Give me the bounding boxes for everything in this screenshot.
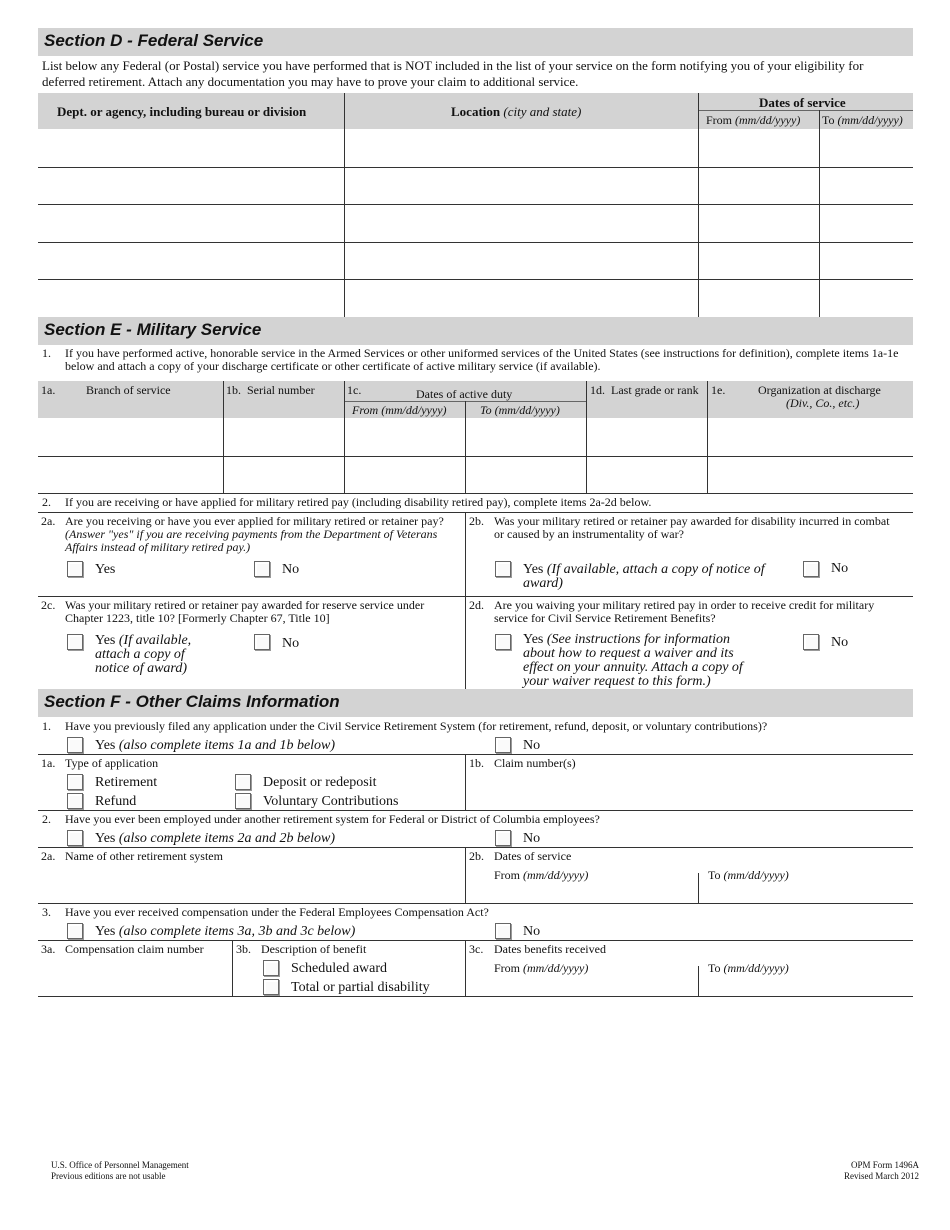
f-q2-number: 2. (42, 812, 51, 826)
federal-agency-input-3[interactable] (42, 210, 340, 238)
e-2b-no-label: No (831, 561, 849, 576)
f-q1-no-label: No (523, 738, 541, 753)
f-3c-label: Dates benefits received (494, 942, 606, 956)
f-2b-label: Dates of service (494, 849, 572, 863)
e-2a-no-label: No (282, 562, 300, 577)
military-serial-input-1[interactable] (227, 422, 340, 452)
f-q3-no-checkbox[interactable] (495, 923, 511, 939)
military-rank-input-2[interactable] (590, 460, 703, 490)
federal-to-input-4[interactable] (823, 247, 911, 275)
federal-location-input-5[interactable] (348, 284, 694, 312)
section-e-title: Section E - Military Service (44, 320, 262, 339)
military-from-input-1[interactable] (348, 422, 461, 452)
military-branch-input-1[interactable] (42, 422, 219, 452)
deposit-label: Deposit or redeposit (263, 775, 377, 790)
f-q2-yes-label: Yes (also complete items 2a and 2b below) (95, 831, 336, 846)
voluntary-contributions-checkbox[interactable] (235, 793, 251, 809)
f-q3-text: Have you ever received compensation under the Federal Employees Compensation Act? (65, 905, 489, 919)
federal-agency-input-1[interactable] (42, 135, 340, 163)
military-organization-input-2[interactable] (711, 460, 909, 490)
refund-label: Refund (95, 794, 137, 809)
f-q2-no-checkbox[interactable] (495, 830, 511, 846)
retirement-label: Retirement (95, 775, 158, 790)
f-q1-yes-label: Yes (also complete items 1a and 1b below) (95, 738, 336, 753)
e-1e-hint: (Div., Co., etc.) (786, 396, 860, 410)
f-3a-number: 3a. (41, 942, 56, 956)
f-3c-from-label: From (mm/dd/yyyy) (494, 961, 589, 975)
military-branch-input-2[interactable] (42, 460, 219, 490)
f-q3-yes-label: Yes (also complete items 3a, 3b and 3c below) (95, 924, 356, 939)
e-2c-yes-label: Yes (If available, attach a copy of notice of award) (95, 633, 192, 676)
e-2b-yes-checkbox[interactable] (495, 561, 511, 577)
deposit-checkbox[interactable] (235, 774, 251, 790)
e-1c-number: 1c. (347, 383, 362, 397)
f-3c-to-label: To (mm/dd/yyyy) (708, 961, 789, 975)
f-2b-from-label: From (mm/dd/yyyy) (494, 868, 589, 882)
military-serial-input-2[interactable] (227, 460, 340, 490)
f-q1-text: Have you previously filed any application under the Civil Service Retirement System (for retirement, refund, deposit, or voluntary contributions)? (65, 719, 768, 733)
e-q1-number: 1. (42, 346, 51, 360)
federal-location-input-4[interactable] (348, 247, 694, 275)
f-q2-text: Have you ever been employed under another retirement system for Federal or District of Columbia employees? (65, 812, 600, 826)
e-2c-yes-checkbox[interactable] (67, 634, 83, 650)
federal-from-input-5[interactable] (702, 284, 815, 312)
f-q3-yes-checkbox[interactable] (67, 923, 83, 939)
f-2a-label: Name of other retirement system (65, 849, 223, 863)
footer-editions: Previous editions are not usable (51, 1171, 166, 1181)
e-1c-to-label: To (mm/dd/yyyy) (480, 403, 560, 417)
claim-numbers-input[interactable] (494, 774, 904, 806)
e-2d-yes-checkbox[interactable] (495, 634, 511, 650)
f-1b-number: 1b. (469, 756, 484, 770)
col-from-header: From (mm/dd/yyyy) (706, 113, 801, 127)
military-to-input-1[interactable] (469, 422, 582, 452)
e-1b-label: 1b. Serial number (226, 383, 315, 397)
e-2b-question: Was your military retired or retainer pay awarded for disability incurred in combat or caused by an instrumentality of war? (494, 514, 890, 541)
f-2b-to-label: To (mm/dd/yyyy) (708, 868, 789, 882)
refund-checkbox[interactable] (67, 793, 83, 809)
section-e-header (38, 317, 913, 345)
e-1a-label: Branch of service (86, 383, 171, 397)
federal-from-input-3[interactable] (702, 210, 815, 238)
federal-from-input-4[interactable] (702, 247, 815, 275)
e-1e-label: Organization at discharge (758, 383, 881, 397)
section-d-intro: List below any Federal (or Postal) service you have performed that is NOT included in the list of your service on the form notifying you of your eligibility for deferred retirement. Attach any documentation you may have to prove your claim to additional service. (42, 58, 864, 89)
e-1d-label: 1d. Last grade or rank (590, 383, 699, 397)
federal-agency-input-4[interactable] (42, 247, 340, 275)
voluntary-contributions-label: Voluntary Contributions (263, 794, 399, 809)
military-from-input-2[interactable] (348, 460, 461, 490)
footer-form-number: OPM Form 1496A (850, 1160, 919, 1170)
f-q3-number: 3. (42, 905, 51, 919)
e-1e-number: 1e. (711, 383, 726, 397)
f-3c-number: 3c. (469, 942, 484, 956)
f-1a-number: 1a. (41, 756, 56, 770)
e-2c-number: 2c. (41, 598, 56, 612)
f-q3-no-label: No (523, 924, 541, 939)
col-agency-header: Dept. or agency, including bureau or division (57, 104, 307, 119)
f-2a-number: 2a. (41, 849, 56, 863)
f-1a-label: Type of application (65, 756, 159, 770)
e-q2-text: If you are receiving or have applied for military retired pay (including disability retired pay), complete items 2a-2d below. (65, 495, 652, 509)
federal-to-input-3[interactable] (823, 210, 911, 238)
section-d-header (38, 28, 913, 56)
military-organization-input-1[interactable] (711, 422, 909, 452)
federal-to-input-2[interactable] (823, 172, 911, 200)
e-2d-yes-label: Yes (See instructions for information about how to request a waiver and its effect on your annuity. Attach a copy of your waiver request to this form.) (523, 632, 743, 689)
col-dates-header: Dates of service (759, 95, 846, 110)
e-2a-no-checkbox[interactable] (254, 561, 270, 577)
federal-from-input-1[interactable] (702, 135, 815, 163)
f-1b-label: Claim number(s) (494, 756, 576, 770)
federal-location-input-3[interactable] (348, 210, 694, 238)
f-q1-yes-checkbox[interactable] (67, 737, 83, 753)
f-3b-label: Description of benefit (261, 942, 367, 956)
e-q1-text: If you have performed active, honorable service in the Armed Services or other uniformed services of the United States (see instructions for definition), complete items 1a-1e below and attach a copy of your discharge certificate or other certificate of active military service (if available). (65, 346, 899, 373)
total-partial-disability-checkbox[interactable] (263, 979, 279, 995)
federal-to-input-1[interactable] (823, 135, 911, 163)
military-to-input-2[interactable] (469, 460, 582, 490)
e-2b-number: 2b. (469, 514, 484, 528)
e-2d-number: 2d. (469, 598, 484, 612)
e-2a-yes-checkbox[interactable] (67, 561, 83, 577)
federal-agency-input-2[interactable] (42, 172, 340, 200)
section-f-header (38, 689, 913, 717)
e-2a-yes-label: Yes (95, 562, 116, 577)
e-2d-question: Are you waiving your military retired pay in order to receive credit for military service for Civil Service Retirement Benefits? (494, 598, 875, 625)
section-d-title: Section D - Federal Service (44, 31, 264, 50)
other-retirement-system-input[interactable] (65, 868, 460, 900)
e-2a-number: 2a. (41, 514, 56, 528)
col-to-header: To (mm/dd/yyyy) (822, 113, 903, 127)
retirement-checkbox[interactable] (67, 774, 83, 790)
e-2d-no-label: No (831, 635, 849, 650)
military-rank-input-1[interactable] (590, 422, 703, 452)
e-2d-no-checkbox[interactable] (803, 634, 819, 650)
col-location-header: Location (city and state) (451, 104, 582, 119)
f-q1-number: 1. (42, 719, 51, 733)
f-3b-number: 3b. (236, 942, 251, 956)
e-2c-no-checkbox[interactable] (254, 634, 270, 650)
federal-agency-input-5[interactable] (42, 284, 340, 312)
e-1a-number: 1a. (41, 383, 56, 397)
footer-agency: U.S. Office of Personnel Management (51, 1160, 189, 1170)
federal-to-input-5[interactable] (823, 284, 911, 312)
total-partial-disability-label: Total or partial disability (291, 980, 430, 995)
e-2a-question: Are you receiving or have you ever applied for military retired or retainer pay? (Answer "yes" if you are receiving payments from the Department of Veterans Affairs instead of military retired pay.) (65, 514, 444, 554)
f-q2-yes-checkbox[interactable] (67, 830, 83, 846)
federal-from-input-2[interactable] (702, 172, 815, 200)
scheduled-award-label: Scheduled award (291, 961, 388, 976)
federal-location-input-1[interactable] (348, 135, 694, 163)
section-f-title: Section F - Other Claims Information (44, 692, 340, 711)
compensation-claim-input[interactable] (65, 962, 225, 992)
e-q2-number: 2. (42, 495, 51, 509)
f-3a-label: Compensation claim number (65, 942, 204, 956)
e-1c-label: Dates of active duty (416, 387, 513, 401)
scheduled-award-checkbox[interactable] (263, 960, 279, 976)
footer-revised: Revised March 2012 (844, 1171, 919, 1181)
f-q2-no-label: No (523, 831, 541, 846)
e-2c-no-label: No (282, 636, 300, 651)
e-1c-from-label: From (mm/dd/yyyy) (352, 403, 447, 417)
f-2b-number: 2b. (469, 849, 484, 863)
e-2b-no-checkbox[interactable] (803, 561, 819, 577)
e-2c-question: Was your military retired or retainer pay awarded for reserve service under Chapter 1223, title 10? [Formerly Chapter 67, Title 10] (65, 598, 425, 625)
e-2b-yes-label: Yes (If available, attach a copy of notice of award) (523, 562, 765, 591)
federal-location-input-2[interactable] (348, 172, 694, 200)
f-q1-no-checkbox[interactable] (495, 737, 511, 753)
